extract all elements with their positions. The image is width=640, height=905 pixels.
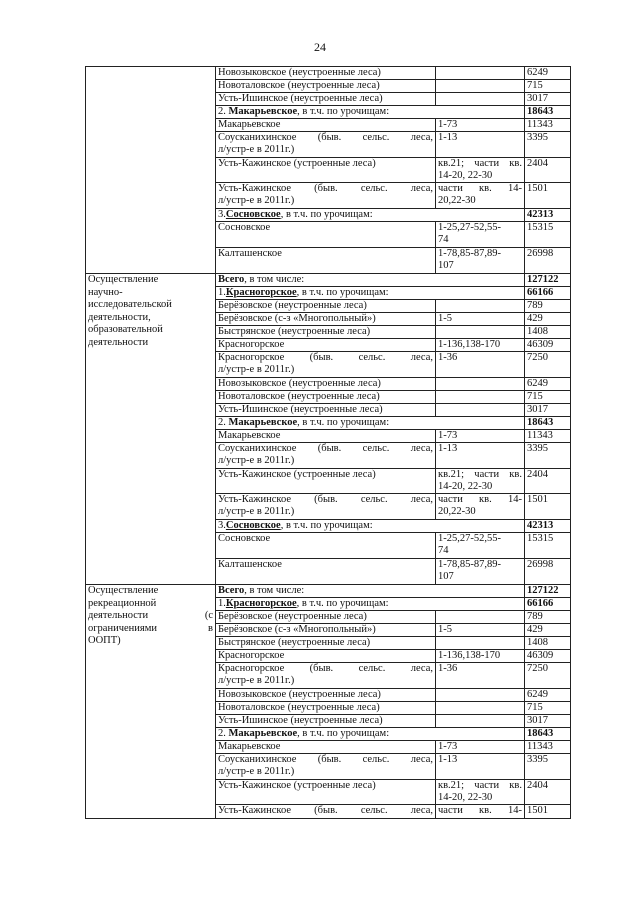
- area-value: 6249: [527, 378, 548, 389]
- tract-group-cell: [216, 209, 525, 222]
- area-value: 3017: [527, 715, 548, 726]
- quarters-cell: [436, 80, 525, 93]
- tract-name: Калташенское: [218, 559, 282, 570]
- group-number: 2.: [218, 728, 229, 739]
- quarters-cell: [436, 339, 525, 352]
- quarters-cell: [436, 780, 525, 805]
- quarters-cell: [436, 404, 525, 417]
- quarters-value: 1-13: [438, 443, 458, 454]
- tract-name: Новозыковское (неустроенные леса): [218, 67, 381, 78]
- area-cell: [525, 67, 571, 80]
- activity-line: исследовательской: [88, 299, 172, 310]
- group-suffix: , в том числе:: [244, 585, 305, 596]
- group-name: Сосновское: [225, 520, 281, 531]
- quarters-line1: кв.21; части кв.: [438, 469, 522, 480]
- tract-name: Макарьевское: [218, 119, 281, 130]
- area-value: 7250: [527, 663, 548, 674]
- area-value: 15315: [527, 533, 554, 544]
- tract-name-cell: [216, 313, 436, 326]
- area-cell: [525, 533, 571, 559]
- area-cell: [525, 805, 571, 819]
- tract-name-cell: [216, 754, 436, 780]
- quarters-cell: [436, 183, 525, 209]
- tract-group-cell: [216, 417, 525, 430]
- tract-name: Красногорское: [218, 650, 285, 661]
- quarters-cell: [436, 326, 525, 339]
- tract-name: Новозыковское (неустроенные леса): [218, 689, 381, 700]
- area-value: 1501: [527, 183, 548, 194]
- area-cell: [525, 391, 571, 404]
- area-value: 1501: [527, 805, 548, 816]
- quarters-cell: [436, 805, 525, 819]
- activity-line: Осуществление: [88, 274, 159, 285]
- area-cell: [525, 443, 571, 469]
- quarters-line2: 20,22-30: [438, 195, 476, 206]
- activity-line: деятельности: [88, 336, 149, 348]
- group-name: Красногорское: [225, 287, 297, 298]
- group-suffix: , в т.ч. по урочищам:: [280, 209, 373, 220]
- area-value: 1408: [527, 637, 548, 648]
- tract-name: Сосновское: [218, 222, 271, 233]
- tract-name-cell: [216, 248, 436, 274]
- tract-name-cell: [216, 689, 436, 702]
- area-cell: [525, 520, 571, 533]
- group-name: Макарьевское: [228, 417, 298, 428]
- area-cell: [525, 93, 571, 106]
- area-value: 2404: [527, 158, 548, 169]
- area-cell: [525, 404, 571, 417]
- activity-cell-empty: [86, 67, 216, 274]
- tract-name-line2: л/устр-е в 2011г.): [218, 144, 295, 155]
- quarters-cell: [436, 754, 525, 780]
- activity-line-justified: [88, 623, 213, 636]
- group-number: 2.: [218, 106, 229, 117]
- group-name: Всего: [218, 274, 245, 285]
- quarters-cell: [436, 624, 525, 637]
- group-suffix: , в т.ч. по урочищам:: [280, 520, 373, 531]
- area-cell: [525, 417, 571, 430]
- activity-word: (с: [204, 610, 213, 621]
- tract-name-line1: Красногорское (быв. сельс. леса,: [218, 352, 433, 363]
- page-number: 24: [314, 40, 326, 54]
- tract-name-cell: [216, 624, 436, 637]
- quarters-cell: [436, 533, 525, 559]
- quarters-line2: 74: [438, 545, 449, 556]
- quarters-value: 1-13: [438, 132, 458, 143]
- area-value: 18643: [527, 106, 554, 117]
- area-value: 3395: [527, 132, 548, 143]
- group-number: 3.: [218, 209, 226, 220]
- quarters-cell: [436, 222, 525, 248]
- tract-name-line1: Усть-Кажинское (быв. сельс. леса,: [218, 494, 433, 505]
- activity-line: образовательной: [88, 324, 163, 335]
- quarters-cell: [436, 469, 525, 494]
- area-value: 715: [527, 702, 543, 713]
- area-cell: [525, 780, 571, 805]
- activity-cell: [86, 274, 216, 585]
- tract-name: Усть-Ишинское (неустроенные леса): [218, 715, 383, 726]
- area-value: 715: [527, 391, 543, 402]
- tract-name-cell: [216, 80, 436, 93]
- tract-group-cell: [216, 598, 525, 611]
- area-value: 1408: [527, 326, 548, 337]
- tract-name-cell: [216, 430, 436, 443]
- quarters-value: 1-5: [438, 624, 452, 635]
- tract-name-cell: [216, 494, 436, 520]
- quarters-cell: [436, 559, 525, 585]
- tract-name-cell: [216, 611, 436, 624]
- quarters-cell: [436, 300, 525, 313]
- area-value: 3017: [527, 404, 548, 415]
- activity-line: Осуществление: [88, 585, 159, 596]
- area-cell: [525, 222, 571, 248]
- quarters-cell: [436, 650, 525, 663]
- area-cell: [525, 598, 571, 611]
- tract-name-line2: л/устр-е в 2011г.): [218, 364, 295, 375]
- quarters-cell: [436, 248, 525, 274]
- tract-name-cell: [216, 715, 436, 728]
- group-suffix: , в т.ч. по урочищам:: [296, 598, 389, 609]
- area-cell: [525, 494, 571, 520]
- area-value: 11343: [527, 430, 553, 441]
- tract-group-cell: [216, 274, 525, 287]
- area-cell: [525, 339, 571, 352]
- tract-name-cell: [216, 533, 436, 559]
- tract-name: Берёзовское (неустроенные леса): [218, 300, 367, 311]
- subtotal-row: [86, 274, 571, 287]
- activity-line: ООПТ): [88, 635, 121, 646]
- activity-cell: [86, 585, 216, 819]
- tract-name: Новоталовское (неустроенные леса): [218, 702, 380, 713]
- quarters-cell: [436, 67, 525, 80]
- tract-name-cell: [216, 326, 436, 339]
- quarters-line1: кв.21; части кв.: [438, 780, 522, 791]
- tract-group-cell: [216, 520, 525, 533]
- area-value: 715: [527, 80, 543, 91]
- area-cell: [525, 430, 571, 443]
- tract-name: Берёзовское (неустроенные леса): [218, 611, 367, 622]
- area-cell: [525, 702, 571, 715]
- quarters-line1: 1-78,85-87,89-: [438, 248, 501, 259]
- area-value: 26998: [527, 559, 554, 570]
- tract-name-cell: [216, 300, 436, 313]
- group-number: 2.: [218, 417, 229, 428]
- group-name: Красногорское: [225, 598, 297, 609]
- quarters-line2: 14-20, 22-30: [438, 170, 493, 181]
- area-cell: [525, 352, 571, 378]
- group-suffix: , в т.ч. по урочищам:: [297, 728, 390, 739]
- area-value: 42313: [527, 209, 554, 220]
- area-cell: [525, 650, 571, 663]
- group-suffix: , в т.ч. по урочищам:: [297, 417, 390, 428]
- tract-group-cell: [216, 728, 525, 741]
- quarters-cell: [436, 430, 525, 443]
- tract-name-line2: л/устр-е в 2011г.): [218, 455, 295, 466]
- quarters-value: 1-73: [438, 119, 458, 130]
- area-cell: [525, 132, 571, 158]
- tract-name: Берёзовское (с-з «Многопольный»): [218, 313, 376, 324]
- group-suffix: , в т.ч. по урочищам:: [297, 106, 390, 117]
- quarters-line1: части кв. 14-: [438, 494, 522, 505]
- group-number: 1.: [218, 287, 226, 298]
- area-cell: [525, 300, 571, 313]
- quarters-cell: [436, 611, 525, 624]
- quarters-cell: [436, 132, 525, 158]
- quarters-cell: [436, 352, 525, 378]
- tract-name: Калташенское: [218, 248, 282, 259]
- tract-name-cell: [216, 663, 436, 689]
- tract-name-cell: [216, 67, 436, 80]
- tract-name-cell: [216, 741, 436, 754]
- area-cell: [525, 624, 571, 637]
- quarters-cell: [436, 689, 525, 702]
- activity-word: ограничениями: [88, 622, 157, 634]
- area-value: 18643: [527, 417, 554, 428]
- tract-name-cell: [216, 780, 436, 805]
- tract-name-cell: [216, 404, 436, 417]
- area-cell: [525, 158, 571, 183]
- area-value: 46309: [527, 650, 554, 661]
- group-name: Всего: [218, 585, 245, 596]
- tract-name-cell: [216, 469, 436, 494]
- quarters-cell: [436, 715, 525, 728]
- tract-name: Усть-Ишинское (неустроенные леса): [218, 93, 383, 104]
- area-value: 789: [527, 611, 543, 622]
- tract-name: Усть-Кажинское (устроенные леса): [218, 158, 376, 169]
- area-cell: [525, 378, 571, 391]
- area-value: 6249: [527, 689, 548, 700]
- area-value: 66166: [527, 287, 554, 298]
- area-cell: [525, 287, 571, 300]
- quarters-line2: 14-20, 22-30: [438, 792, 493, 803]
- table-body: [86, 67, 571, 819]
- area-value: 2404: [527, 469, 548, 480]
- area-value: 1501: [527, 494, 548, 505]
- quarters-cell: [436, 158, 525, 183]
- area-value: 2404: [527, 780, 548, 791]
- quarters-cell: [436, 93, 525, 106]
- area-cell: [525, 559, 571, 585]
- tract-name: Быстрянское (неустроенные леса): [218, 637, 371, 648]
- activity-line: научно-: [88, 286, 123, 298]
- tract-name-cell: [216, 93, 436, 106]
- area-value: 11343: [527, 741, 553, 752]
- tract-name-line1: Усть-Кажинское (быв. сельс. леса,: [218, 805, 433, 816]
- tract-name: Макарьевское: [218, 741, 281, 752]
- tract-name: Усть-Кажинское (устроенные леса): [218, 780, 376, 791]
- tract-name-line2: л/устр-е в 2011г.): [218, 766, 295, 777]
- area-cell: [525, 248, 571, 274]
- tract-name: Сосновское: [218, 533, 271, 544]
- tract-name-cell: [216, 805, 436, 819]
- quarters-cell: [436, 663, 525, 689]
- quarters-value: 1-36: [438, 663, 458, 674]
- quarters-value: 1-136,138-170: [438, 339, 501, 350]
- tract-name-cell: [216, 339, 436, 352]
- area-cell: [525, 80, 571, 93]
- activity-line: деятельности,: [88, 311, 151, 323]
- group-name: Сосновское: [225, 209, 281, 220]
- quarters-line1: 1-78,85-87,89-: [438, 559, 501, 570]
- tract-name-line2: л/устр-е в 2011г.): [218, 195, 295, 206]
- quarters-line2: 20,22-30: [438, 506, 476, 517]
- tract-name: Новозыковское (неустроенные леса): [218, 378, 381, 389]
- area-cell: [525, 611, 571, 624]
- quarters-line2: 74: [438, 234, 449, 245]
- area-cell: [525, 663, 571, 689]
- tract-name-cell: [216, 391, 436, 404]
- area-value: 127122: [527, 274, 559, 285]
- area-cell: [525, 741, 571, 754]
- quarters-line2: 107: [438, 571, 454, 582]
- tract-name-cell: [216, 378, 436, 391]
- area-value: 3395: [527, 443, 548, 454]
- quarters-line1: 1-25,27-52,55-: [438, 222, 501, 233]
- tract-name-line2: л/устр-е в 2011г.): [218, 675, 295, 686]
- area-value: 3395: [527, 754, 548, 765]
- quarters-value: 1-73: [438, 430, 458, 441]
- quarters-line1: 1-25,27-52,55-: [438, 533, 501, 544]
- tract-name-cell: [216, 650, 436, 663]
- tract-name-cell: [216, 443, 436, 469]
- tract-name-cell: [216, 559, 436, 585]
- quarters-cell: [436, 443, 525, 469]
- tract-name-cell: [216, 132, 436, 158]
- tract-name-line2: л/устр-е в 2011г.): [218, 506, 295, 517]
- area-cell: [525, 274, 571, 287]
- area-value: 7250: [527, 352, 548, 363]
- tract-name: Быстрянское (неустроенные леса): [218, 326, 371, 337]
- area-value: 42313: [527, 520, 554, 531]
- area-value: 127122: [527, 585, 559, 596]
- tract-name: Берёзовское (с-з «Многопольный»): [218, 624, 376, 635]
- tract-name: Макарьевское: [218, 430, 281, 441]
- quarters-line2: 14-20, 22-30: [438, 481, 493, 492]
- quarters-line1: части кв. 14-: [438, 183, 522, 194]
- quarters-cell: [436, 391, 525, 404]
- tract-name: Новоталовское (неустроенные леса): [218, 391, 380, 402]
- tract-name-line1: Соусканихинское (быв. сельс. леса,: [218, 443, 433, 454]
- forest-tracts-table: [85, 66, 571, 819]
- area-cell: [525, 313, 571, 326]
- area-cell: [525, 754, 571, 780]
- tract-name-line1: Соусканихинское (быв. сельс. леса,: [218, 132, 433, 143]
- area-cell: [525, 183, 571, 209]
- group-number: 3.: [218, 520, 226, 531]
- quarters-value: 1-136,138-170: [438, 650, 501, 661]
- area-cell: [525, 689, 571, 702]
- area-value: 18643: [527, 728, 554, 739]
- tract-name-line1: Усть-Кажинское (быв. сельс. леса,: [218, 183, 433, 194]
- table-row: [86, 67, 571, 80]
- tract-name-cell: [216, 637, 436, 650]
- activity-word: деятельности: [88, 610, 149, 621]
- quarters-cell: [436, 741, 525, 754]
- quarters-line2: 107: [438, 260, 454, 271]
- tract-name: Новоталовское (неустроенные леса): [218, 80, 380, 91]
- quarters-cell: [436, 702, 525, 715]
- tract-name-line1: Красногорское (быв. сельс. леса,: [218, 663, 433, 674]
- tract-name-cell: [216, 222, 436, 248]
- tract-name-cell: [216, 119, 436, 132]
- area-cell: [525, 119, 571, 132]
- area-cell: [525, 209, 571, 222]
- quarters-value: 1-36: [438, 352, 458, 363]
- quarters-cell: [436, 119, 525, 132]
- tract-group-cell: [216, 106, 525, 119]
- area-value: 3017: [527, 93, 548, 104]
- quarters-value: 1-73: [438, 741, 458, 752]
- quarters-value: 1-13: [438, 754, 458, 765]
- tract-name-cell: [216, 702, 436, 715]
- tract-name: Усть-Кажинское (устроенные леса): [218, 469, 376, 480]
- area-cell: [525, 106, 571, 119]
- activity-line: рекреационной: [88, 597, 157, 609]
- area-value: 11343: [527, 119, 553, 130]
- group-suffix: , в т.ч. по урочищам:: [296, 287, 389, 298]
- activity-line-justified: [88, 610, 213, 623]
- tract-group-cell: [216, 585, 525, 598]
- area-cell: [525, 728, 571, 741]
- tract-group-cell: [216, 287, 525, 300]
- area-cell: [525, 585, 571, 598]
- tract-name-cell: [216, 183, 436, 209]
- quarters-value: 1-5: [438, 313, 452, 324]
- group-suffix: , в том числе:: [244, 274, 305, 285]
- area-cell: [525, 469, 571, 494]
- subtotal-row: [86, 585, 571, 598]
- area-cell: [525, 637, 571, 650]
- activity-word: в: [208, 622, 213, 634]
- area-cell: [525, 326, 571, 339]
- quarters-cell: [436, 494, 525, 520]
- tract-name: Усть-Ишинское (неустроенные леса): [218, 404, 383, 415]
- area-value: 66166: [527, 598, 554, 609]
- quarters-cell: [436, 378, 525, 391]
- group-number: 1.: [218, 598, 226, 609]
- group-name: Макарьевское: [228, 106, 298, 117]
- tract-name-cell: [216, 158, 436, 183]
- area-value: 429: [527, 624, 543, 635]
- quarters-line1: части кв. 14-: [438, 805, 522, 816]
- area-value: 26998: [527, 248, 554, 259]
- area-value: 15315: [527, 222, 554, 233]
- area-cell: [525, 715, 571, 728]
- group-name: Макарьевское: [228, 728, 298, 739]
- area-value: 46309: [527, 339, 554, 350]
- area-value: 789: [527, 300, 543, 311]
- area-value: 6249: [527, 67, 548, 78]
- tract-name: Красногорское: [218, 339, 285, 350]
- tract-name-cell: [216, 352, 436, 378]
- quarters-cell: [436, 313, 525, 326]
- area-value: 429: [527, 313, 543, 324]
- tract-name-line1: Соусканихинское (быв. сельс. леса,: [218, 754, 433, 765]
- quarters-cell: [436, 637, 525, 650]
- quarters-line1: кв.21; части кв.: [438, 158, 522, 169]
